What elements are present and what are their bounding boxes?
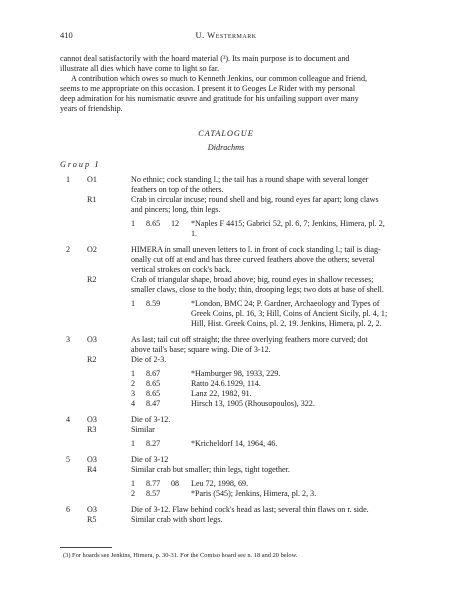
entry-number: 4 [66, 415, 71, 424]
obverse-die: O2 [87, 245, 97, 254]
reverse-description: Similar [131, 425, 155, 434]
obverse-description: above tail's base; square wing. Die of 3-12. [131, 345, 271, 354]
specimen-number: 1 [131, 439, 136, 448]
specimen-weight: 8.27 [146, 439, 161, 448]
specimen-number: 1 [131, 369, 136, 378]
reverse-description: Die of 2-3. [131, 355, 167, 364]
specimen-number: 3 [131, 389, 136, 398]
group-heading: Group I [60, 160, 100, 169]
specimen-weight: 8.77 [146, 479, 161, 488]
obverse-description: No ethnic; cock standing l.; the tail has a round shape with several longer [131, 175, 369, 184]
specimen-reference: *Paris (545); Jenkins, Himera, pl. 2, 3. [191, 489, 317, 498]
obverse-die: O3 [87, 415, 97, 424]
specimen-number: 2 [131, 489, 136, 498]
entry-number: 2 [66, 245, 71, 254]
obverse-description: As last; tail cut off straight; the three overlying feathers more curved; dot [131, 335, 368, 344]
footnote: (3) For hoards see Jenkins, Himera, p. 30-31. For the Comiso hoard see n. 18 and 20 below. [63, 552, 298, 559]
specimen-reference: *London, BMC 24; P. Gardner, Archaeology and Types of [191, 299, 380, 308]
obverse-die: O1 [87, 175, 97, 184]
obverse-description: Die of 3-12. [131, 415, 171, 424]
obverse-description: HIMERA in small uneven letters to l. in front of cock standing l.; tail is diag- [131, 245, 381, 254]
specimen-number: 1 [131, 479, 136, 488]
specimen-weight: 8.59 [146, 299, 161, 308]
reverse-die: R5 [87, 515, 97, 524]
specimen-weight: 8.65 [146, 389, 161, 398]
reverse-description: Crab of triangular shape, broad above; big, round eyes in shallow recesses; [131, 275, 374, 284]
specimen-die-axis: 12 [171, 219, 180, 228]
specimen-reference: Lanz 22, 1982, 91. [191, 389, 252, 398]
reverse-die: R1 [87, 195, 97, 204]
obverse-die: O3 [87, 455, 97, 464]
specimen-reference: Ratto 24.6.1929, 114. [191, 379, 261, 388]
specimen-number: 1 [131, 219, 136, 228]
entry-number: 3 [66, 335, 71, 344]
reverse-die: R2 [87, 355, 97, 364]
reverse-description: Similar crab but smaller; thin legs, tight together. [131, 465, 290, 474]
specimen-weight: 8.47 [146, 399, 161, 408]
specimen-reference: *Hamburger 98, 1933, 229. [191, 369, 281, 378]
intro-line: illustrate all dies which have come to light so far. [60, 64, 220, 73]
obverse-description: Die of 3-12 [131, 455, 169, 464]
obverse-die: O3 [87, 505, 97, 514]
specimen-reference: Hirsch 13, 1905 (Rhousopoulos), 322. [191, 399, 315, 408]
reverse-die: R4 [87, 465, 97, 474]
obverse-die: O3 [87, 335, 97, 344]
intro-line: cannot deal satisfactorily with the hoard material (³). Its main purpose is to document and [60, 54, 350, 63]
specimen-reference: 1. [191, 229, 198, 238]
specimen-reference: Leu 72, 1998, 69. [191, 479, 249, 488]
specimen-weight: 8.67 [146, 369, 161, 378]
catalogue-heading: CATALOGUE [198, 129, 254, 138]
reverse-description: Similar crab with short legs. [131, 515, 223, 524]
page-number: 410 [60, 30, 73, 40]
specimen-number: 1 [131, 299, 136, 308]
reverse-description: and pincers; long, thin legs. [131, 205, 221, 214]
specimen-number: 2 [131, 379, 136, 388]
specimen-number: 4 [131, 399, 136, 408]
running-title: U. Westermark [195, 30, 257, 40]
intro-line: seems to me appropriate on this occasion. I present it to Geoges Le Rider with my personal [60, 84, 356, 93]
specimen-reference: Hill, Hist. Greek Coins, pl. 2, 19. Jenkins, Himera, pl. 2, 2. [191, 319, 382, 328]
intro-line: A contribution which owes so much to Kenneth Jenkins, our common colleague and friend, [71, 74, 368, 83]
reverse-die: R2 [87, 275, 97, 284]
specimen-die-axis: 08 [171, 479, 180, 488]
entry-number: 6 [66, 505, 71, 514]
obverse-description: Die of 3-12. Flaw behind cock's head as last; several thin flaws on r. side. [131, 505, 369, 514]
reverse-description: smaller claws, close to the body; thin, drooping legs; two dots at base of shell. [131, 285, 384, 294]
specimen-reference: *Kricheldorf 14, 1964, 46. [191, 439, 278, 448]
catalogue-subheading: Didrachms [207, 143, 245, 152]
obverse-description: feathers on top of the others. [131, 185, 224, 194]
specimen-reference: *Naples F 4415; Gabrici 52, pl. 6, 7; Jenkins, Himera, pl. 2, [191, 219, 385, 228]
specimen-weight: 8.65 [146, 379, 161, 388]
obverse-description: vertical strokes on cock's back. [131, 265, 232, 274]
specimen-reference: Greek Coins, pl. 16, 3; Hill, Coins of Ancient Sicily, pl. 4, 1; [191, 309, 388, 318]
reverse-description: Crab in circular incuse; round shell and big, round eyes far apart; long claws [131, 195, 379, 204]
obverse-description: onally cut off at end and has three curved feathers above the others; several [131, 255, 375, 264]
entry-number: 1 [66, 175, 71, 184]
footnote-rule [60, 547, 112, 548]
entry-number: 5 [66, 455, 71, 464]
intro-line: years of friendship. [60, 104, 123, 113]
reverse-die: R3 [87, 425, 97, 434]
specimen-weight: 8.57 [146, 489, 161, 498]
intro-line: deep admiration for his numismatic œuvre and gratitude for his unfailing support over many [60, 94, 359, 103]
specimen-weight: 8.65 [146, 219, 161, 228]
